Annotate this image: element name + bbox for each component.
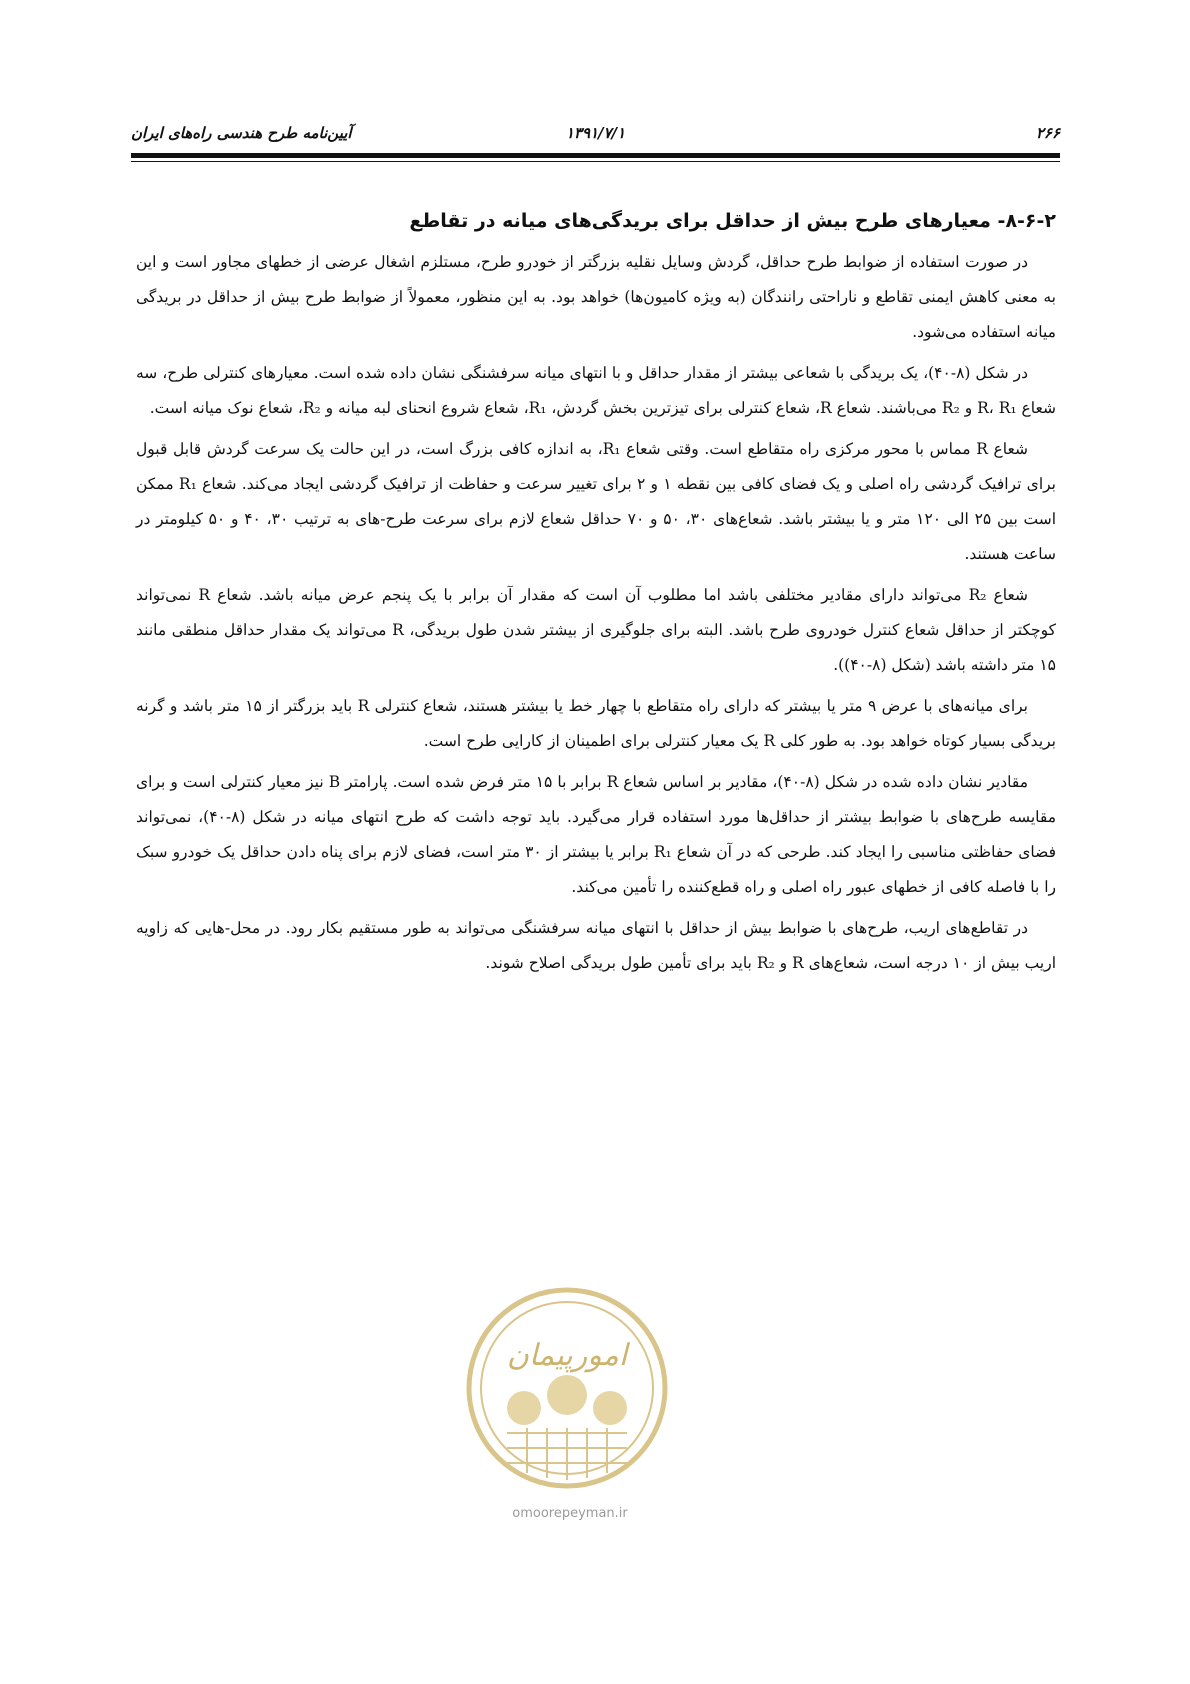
paragraph: برای میانه‌های با عرض ۹ متر یا بیشتر که دارای راه متقاطع با چهار خط یا بیشتر هستند، شعاع کنترلی R باید بزرگتر از ۱۵ متر باشد و گرنه بریدگی بسیار کوتاه خواهد بود. به طور کلی R یک معیار کنترلی برای اطمینان از کارایی طرح است. <box>136 697 1056 750</box>
watermark-logo-icon <box>462 1283 672 1493</box>
paragraph: در صورت استفاده از ضوابط طرح حداقل، گردش وسایل نقلیه بزرگتر از خودرو طرح، مستلزم اشغال عرضی از خطهای مجاور است و این به معنی کاهش ایمنی تقاطع و ناراحتی رانندگان (به ویژه کامیون‌ها) خواهد بود. به این منظور، معمولاً از ضوابط طرح بیش از حداقل در بریدگی میانه استفاده می‌شود. <box>136 253 1056 341</box>
paragraph: در تقاطع‌های اریب، طرح‌های با ضوابط بیش از حداقل با انتهای میانه سرفشنگی می‌تواند به طور مستقیم بکار رود. در محل-هایی که زاویه اریب بیش از ۱۰ درجه است، شعاع‌های R و R₂ باید برای تأمین طول بریدگی اصلاح شوند. <box>136 919 1056 972</box>
page-number: ۲۶۶ <box>1035 124 1060 142</box>
paragraph: شعاع R مماس با محور مرکزی راه متقاطع است. وقتی شعاع R₁، به اندازه کافی بزرگ است، در این حالت یک سرعت گردش قابل قبول برای ترافیک گردشی راه اصلی و یک فضای کافی بین نقطه ۱ و ۲ برای تغییر سرعت و حفاظت از ترافیک گردشی ایجاد می‌کند. شعاع R₁ ممکن است بین ۲۵ الی ۱۲۰ متر و یا بیشتر باشد. شعاع‌های ۳۰، ۵۰ و ۷۰ حداقل شعاع لازم برای سرعت طرح-های به ترتیب ۳۰، ۴۰ و ۵۰ کیلومتر در ساعت هستند. <box>136 440 1057 563</box>
book-title: آیین‌نامه طرح هندسی راه‌های ایران <box>131 124 352 142</box>
page-header <box>131 118 1060 150</box>
header-date: ۱۳۹۱/۷/۱ <box>565 124 626 142</box>
watermark-logo-text: امورپیمان <box>506 1338 628 1373</box>
paragraph: مقادیر نشان داده شده در شکل (۸-۴۰)، مقادیر بر اساس شعاع R برابر با ۱۵ متر فرض شده است. پارامتر B نیز معیار کنترلی است و برای مقایسه طرح‌های با ضوابط بیشتر از حداقل‌ها مورد استفاده قرار می‌گیرد. باید توجه داشت که طرح انتهای میانه در شکل (۸-۴۰)، نمی‌تواند فضای حفاظتی مناسبی را ایجاد کند. طرحی که در آن شعاع R₁ برابر یا بیشتر از ۳۰ متر است، فضای لازم برای پناه دادن حداقل یک خودرو سبک را با فاصله کافی از خطهای عبور راه اصلی و راه قطع‌کننده را تأمین می‌کند. <box>136 773 1057 896</box>
header-divider-thick <box>131 153 1060 158</box>
paragraph: در شکل (۸-۴۰)، یک بریدگی با شعاعی بیشتر از مقدار حداقل و با انتهای میانه سرفشنگی نشان داده شده است. معیارهای کنترلی طرح، سه شعاع R، R₁ و R₂ می‌باشند. شعاع R، شعاع کنترلی برای تیزترین بخش گردش، R₁، شعاع شروع انحنای لبه میانه و R₂، شعاع نوک میانه است. <box>136 364 1056 417</box>
header-divider-thin <box>131 161 1060 162</box>
watermark-site: omoorepeyman.ir <box>512 1506 628 1521</box>
paragraph: شعاع R₂ می‌تواند دارای مقادیر مختلفی باشد اما مطلوب آن است که مقدار آن برابر با یک پنجم عرض میانه باشد. شعاع R نمی‌تواند کوچکتر از حداقل شعاع کنترل خودروی طرح باشد. البته برای جلوگیری از بیشتر شدن طول بریدگی، R می‌تواند یک مقدار حداقل منطقی مانند ۱۵ متر داشته باشد (شکل (۸-۴۰)). <box>136 586 1057 674</box>
section-title: ۸-۶-۲- معیارهای طرح بیش از حداقل برای بریدگی‌های میانه در تقاطع <box>409 210 1056 232</box>
page-body <box>136 205 1056 987</box>
